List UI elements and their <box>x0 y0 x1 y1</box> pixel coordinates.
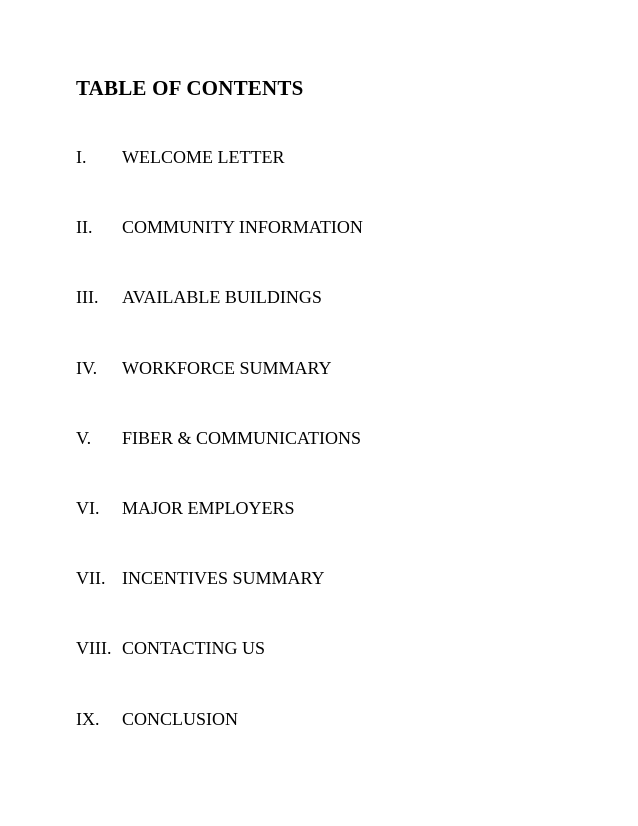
toc-entry-available-buildings <box>76 285 363 355</box>
toc-entry-numeral: III. <box>76 287 99 308</box>
toc-entry-conclusion <box>76 707 363 777</box>
toc-entry-numeral: V. <box>76 427 92 448</box>
toc-entry-major-employers <box>76 496 363 566</box>
toc-entry-label: WELCOME LETTER <box>122 147 285 167</box>
toc-entry-welcome-letter <box>76 145 363 215</box>
toc-entry-fiber-communications <box>76 426 363 496</box>
toc-entry-numeral: IX. <box>76 708 100 729</box>
toc-entry-workforce-summary <box>76 356 363 426</box>
toc-entry-numeral: VI. <box>76 497 100 518</box>
toc-entry-label: FIBER & COMMUNICATIONS <box>122 427 362 448</box>
toc-entry-label: WORKFORCE SUMMARY <box>122 357 332 378</box>
toc-entry-label: CONTACTING US <box>122 638 266 659</box>
toc-entry-incentives-summary <box>76 566 363 636</box>
toc-list <box>76 145 363 777</box>
toc-entry-community-information <box>76 215 363 285</box>
toc-entry-label: INCENTIVES SUMMARY <box>122 568 325 589</box>
toc-entry-numeral: VII. <box>76 568 106 589</box>
toc-entry-label: MAJOR EMPLOYERS <box>122 497 295 518</box>
toc-entry-numeral: II. <box>76 217 93 238</box>
toc-entry-numeral: VIII. <box>76 638 112 659</box>
toc-entry-contacting-us <box>76 636 363 706</box>
toc-title: TABLE OF CONTENTS <box>76 76 304 100</box>
toc-entry-label: AVAILABLE BUILDINGS <box>122 287 322 308</box>
toc-entry-label: CONCLUSION <box>122 708 239 729</box>
toc-entry-numeral: IV. <box>76 357 98 378</box>
toc-entry-numeral: I. <box>76 147 87 167</box>
toc-entry-label: COMMUNITY INFORMATION <box>122 217 363 238</box>
